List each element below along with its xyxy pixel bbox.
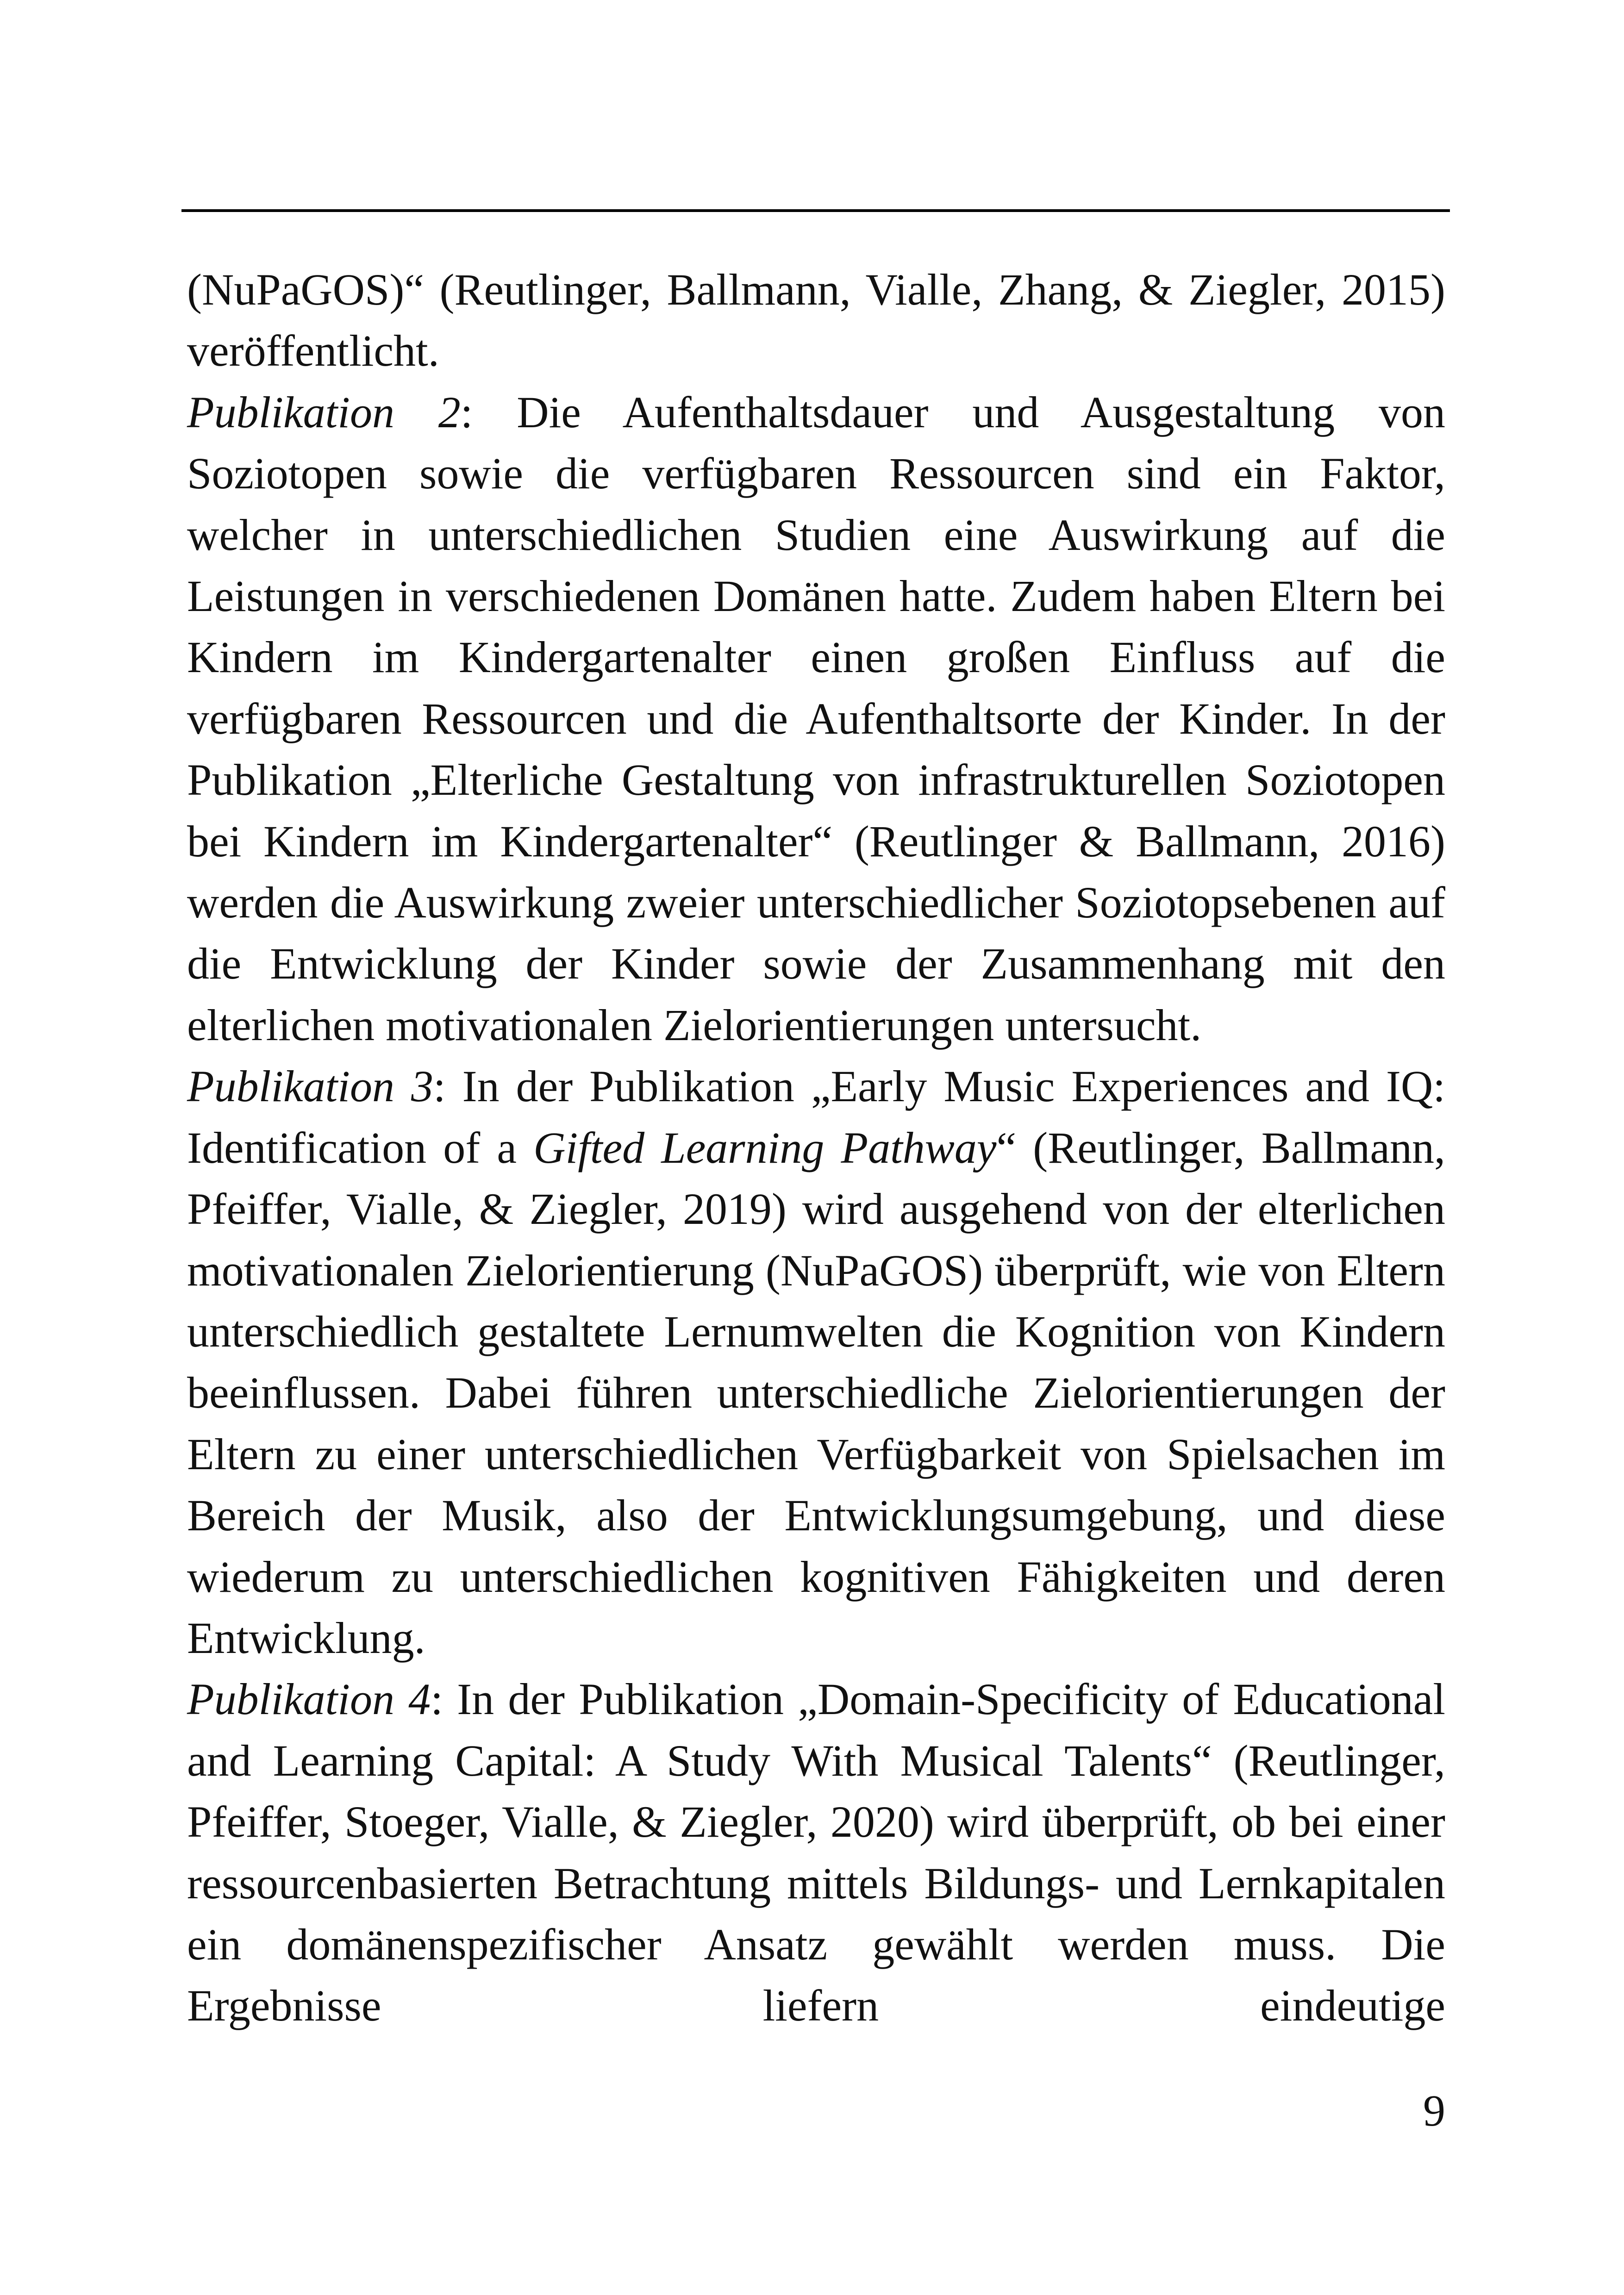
page-number: 9 bbox=[1423, 2086, 1445, 2135]
paragraph-publikation-2 bbox=[187, 382, 1445, 1056]
publication-label: Publikation 3 bbox=[187, 1061, 433, 1111]
paragraph-publikation-4 bbox=[187, 1669, 1445, 2036]
publication-label: Publikation 2 bbox=[187, 387, 461, 437]
paragraph-text: (NuPaGOS)“ (Reutlinger, Ballmann, Vialle, Zhang, & Ziegler, 2015) veröffentlicht. bbox=[187, 265, 1445, 376]
header-rule bbox=[181, 209, 1450, 212]
publication-label: Publikation 4 bbox=[187, 1674, 431, 1724]
paragraph-text: : In der Publikation „Early Music Experiences and IQ: Identification of a bbox=[187, 1061, 1445, 1172]
paragraph-text: : In der Publikation „Domain-Specificity of Educational and Learning Capital: A Study With Musical Talents“ (Reutlinger, Pfeiffer, Stoeger, Vialle, & Ziegler, 2020) wird überprüft, ob bei einer ressourcenbasierten Betrachtung mittels Bildungs- und Lernkapitalen ein domänenspezifischer Ansatz gewählt werden muss. Die Ergebnisse liefern eindeutige bbox=[187, 1674, 1445, 2031]
paragraph-text: : Die Aufenthaltsdauer und Ausgestaltung von Soziotopen sowie die verfügbaren Ressourcen sind ein Faktor, welcher in unterschiedlichen Studien eine Auswirkung auf die Leistungen in verschiedenen Domänen hatte. Zudem haben Eltern bei Kindern im Kindergartenalter einen großen Einfluss auf die verfügbaren Ressourcen und die Aufenthaltsorte der Kinder. In der Publikation „Elterliche Gestaltung von infrastrukturellen Soziotopen bei Kindern im Kindergartenalter“ (Reutlinger & Ballmann, 2016) werden die Auswirkung zweier unterschiedlicher Soziotopsebenen auf die Entwicklung der Kinder sowie der Zusammenhang mit den elterlichen motivationalen Zielorientierungen untersucht. bbox=[187, 387, 1446, 1050]
italic-title: Gifted Learning Pathway bbox=[533, 1123, 997, 1172]
body-text bbox=[187, 259, 1445, 2037]
paragraph-continuation bbox=[187, 259, 1445, 382]
paragraph-publikation-3 bbox=[187, 1056, 1445, 1669]
paragraph-text: “ (Reutlinger, Ballmann, Pfeiffer, Vialle, & Ziegler, 2019) wird ausgehend von der elterlichen motivationalen Zielorientierung (NuPaGOS) überprüft, wie von Eltern unterschiedlich gestaltete Lernumwelten die Kognition von Kindern beeinflussen. Dabei führen unterschiedliche Zielorientierungen der Eltern zu einer unterschiedlichen Verfügbarkeit von Spielsachen im Bereich der Musik, also der Entwicklungsumgebung, und diese wiederum zu unterschiedlichen kognitiven Fähigkeiten und deren Entwicklung. bbox=[187, 1123, 1446, 1663]
